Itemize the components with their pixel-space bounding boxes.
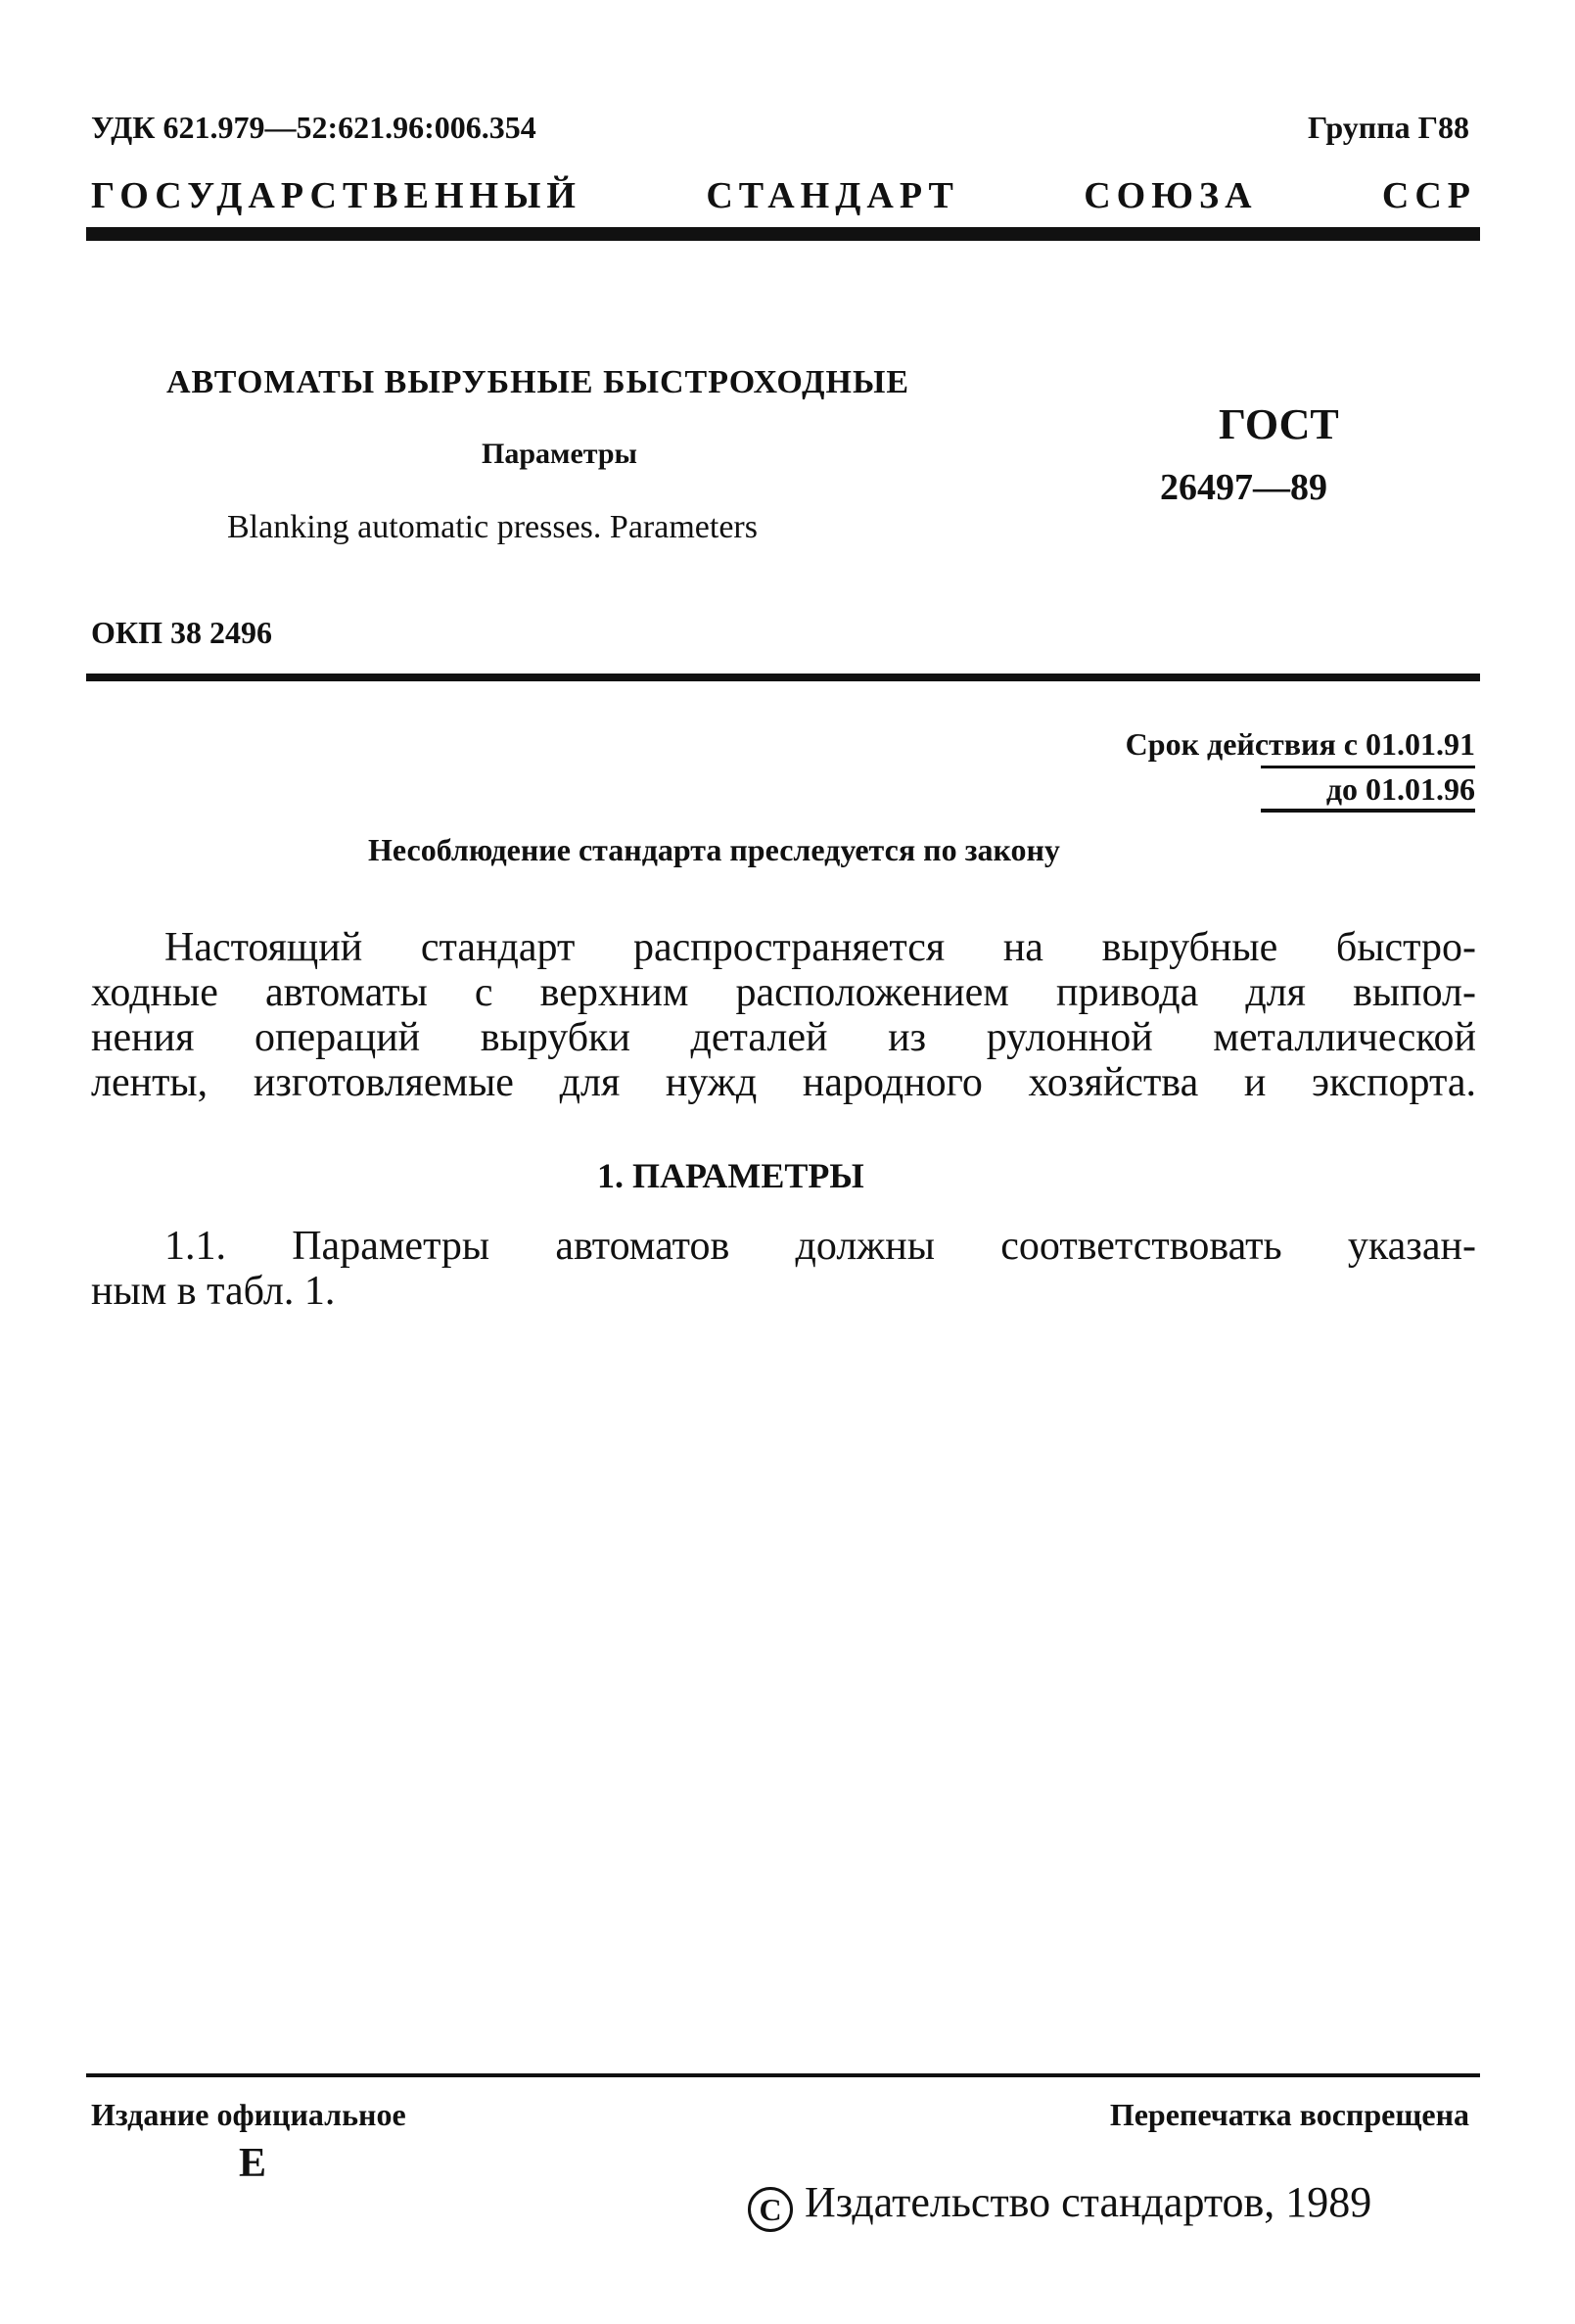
middle-rule: [86, 674, 1480, 681]
udk-code: УДК 621.979—52:621.96:006.354: [91, 110, 536, 145]
document-subtitle: Параметры: [482, 438, 637, 470]
gost-label: ГОСТ: [1219, 400, 1339, 448]
copyright-text: Издательство стандартов, 1989: [805, 2178, 1372, 2226]
state-standard-heading: ГОСУДАРСТВЕННЫЙ СТАНДАРТ СОЮЗА ССР: [91, 175, 1476, 216]
validity-to: до 01.01.96: [1325, 771, 1475, 807]
document-title: АВТОМАТЫ ВЫРУБНЫЕ БЫСТРОХОДНЫЕ: [166, 364, 910, 400]
paragraph-line: ным в табл. 1.: [91, 1269, 336, 1314]
bottom-rule: [86, 2073, 1480, 2077]
validity-from: Срок действия с 01.01.91: [1125, 726, 1475, 762]
gost-number: 26497—89: [1160, 467, 1327, 508]
validity-to-underline: [1261, 809, 1475, 813]
paragraph-1-1: [91, 1224, 1476, 1314]
validity-from-underline: [1261, 766, 1475, 768]
edition-mark: Е: [239, 2141, 267, 2186]
intro-line: нения операций вырубки деталей из рулонной металлической: [91, 1015, 1476, 1060]
copyright-line: [748, 2177, 1371, 2232]
group-code: Группа Г88: [1308, 110, 1469, 145]
intro-line: ленты, изготовляемые для нужд народного хозяйства и экспорта.: [91, 1060, 1476, 1105]
law-notice: Несоблюдение стандарта преследуется по закону: [368, 832, 1060, 867]
document-title-english: Blanking automatic presses. Parameters: [227, 509, 758, 545]
intro-line: Настоящий стандарт распространяется на вырубные быстро-: [164, 925, 1476, 970]
intro-paragraph: [91, 925, 1476, 1105]
copyright-icon: C: [748, 2187, 793, 2232]
section-heading: 1. ПАРАМЕТРЫ: [597, 1156, 864, 1195]
edition-label: Издание официальное: [91, 2097, 406, 2132]
top-rule: [86, 227, 1480, 241]
okp-code: ОКП 38 2496: [91, 615, 272, 650]
intro-line: ходные автоматы с верхним расположением привода для выпол-: [91, 970, 1476, 1015]
reprint-notice: Перепечатка воспрещена: [1109, 2097, 1469, 2132]
paragraph-line: 1.1. Параметры автоматов должны соответствовать указан-: [164, 1224, 1476, 1269]
